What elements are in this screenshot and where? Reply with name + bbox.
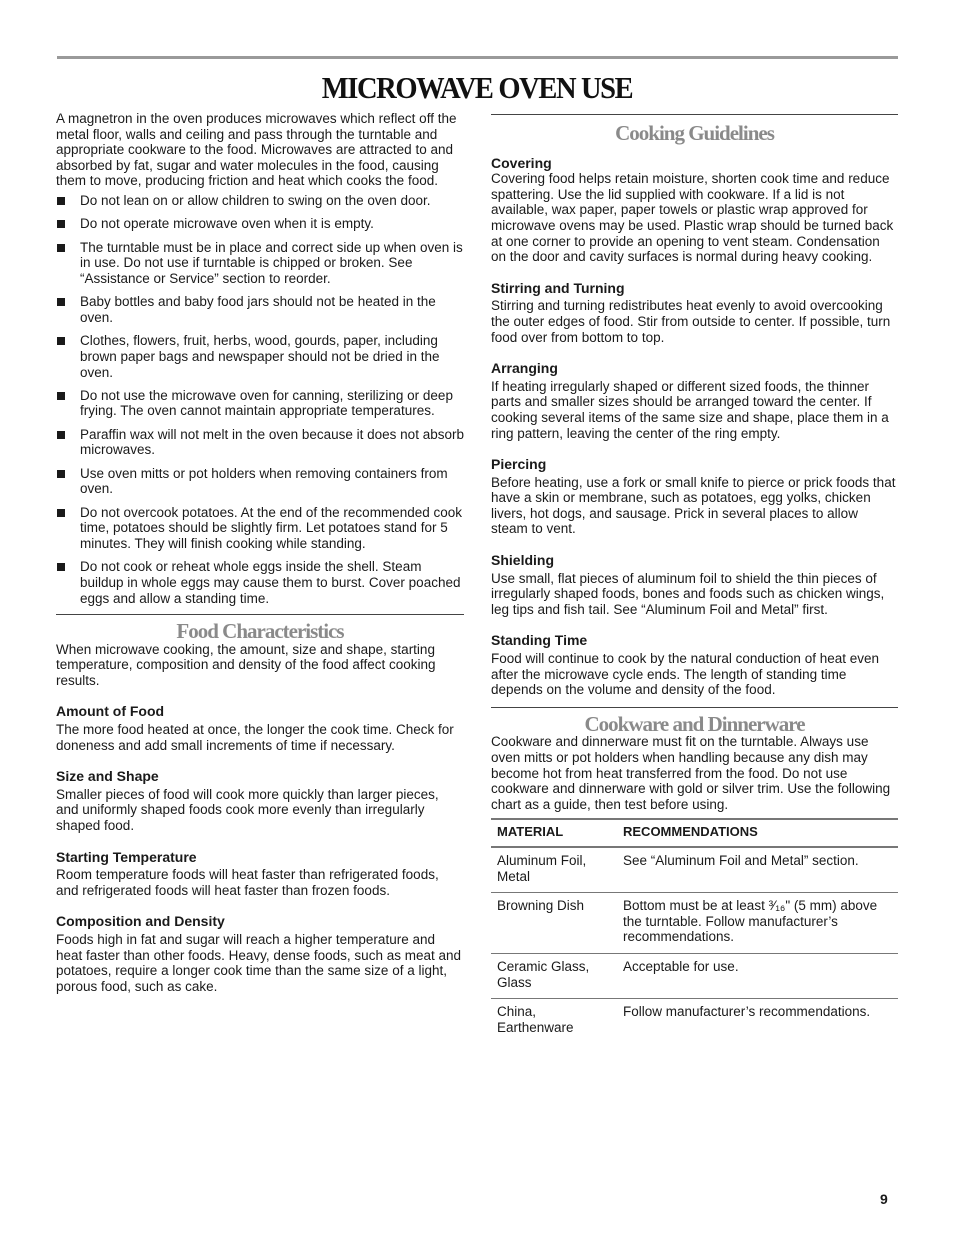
body-text: Covering food helps retain moisture, shorten cook time and reduce spattering. Use the lid supplied with cookware. If a lid is not available, wax paper, paper towels or plastic wrap approved for microwave ovens may be used. Plastic wrap should be turned back at one corner to provide an opening to vent steam. Condensation on the door and cavity surfaces is normal during heavy cooking.	[491, 171, 894, 265]
table-row	[491, 999, 898, 1044]
guideline-arranging	[491, 361, 898, 441]
top-rule	[57, 56, 898, 59]
subheading: Stirring and Turning	[491, 279, 625, 296]
table-row	[491, 953, 898, 998]
body-text: Stirring and turning redistributes heat evenly to avoid overcooking the outer edges of food. Stir from outside to center. If possible, turn food over from bottom to top.	[491, 298, 891, 345]
materials-table	[491, 818, 898, 1043]
subheading: Composition and Density	[56, 913, 225, 930]
cookware-intro: Cookware and dinnerware must fit on the turntable. Always use oven mitts or pot holders when handling because any dish may become hot from heat transferred from the food. Do not use cookware and dinnerware with gold or silver trim. Use the following chart as a guide, then test before using.	[491, 734, 891, 812]
list-item: Do not use the microwave oven for canning, sterilizing or deep frying. The oven cannot maintain appropriate temperatures.	[56, 388, 464, 419]
section-title-cooking-guidelines: Cooking Guidelines	[615, 121, 774, 145]
guideline-shielding	[491, 553, 898, 617]
food-item-amount	[56, 704, 464, 753]
table-header-row	[491, 819, 898, 847]
material-cell: Browning Dish	[491, 893, 617, 954]
section-divider	[491, 707, 898, 708]
body-text: Before heating, use a fork or small knife to pierce or prick foods that have a skin or membrane, such as potatoes, egg yolks, chicken livers, hot dogs, and sausage. Prick in several places to allow steam to vent.	[491, 474, 896, 537]
list-item: Do not lean on or allow children to swing on the oven door.	[56, 193, 464, 209]
body-text: If heating irregularly shaped or different sized foods, the thinner parts and smaller sizes should be arranged toward the center. If cooking several items of the same size and shape, place them in a ring pattern, leaving the center of the ring empty.	[491, 378, 889, 441]
subheading: Covering	[491, 154, 552, 171]
list-item: Do not overcook potatoes. At the end of the recommended cook time, potatoes should be slightly firm. Let potatoes stand for 5 minutes. They will finish cooking while standing.	[56, 505, 464, 552]
body-text: Use small, flat pieces of aluminum foil to shield the thin pieces of irregularly shaped foods, bones and foods such as chicken wings, leg tips and fish tail. See “Aluminum Foil and Metal” first.	[491, 570, 885, 617]
subheading: Arranging	[491, 360, 558, 377]
material-cell: Aluminum Foil, Metal	[491, 847, 617, 893]
recommendation-cell: Bottom must be at least ³⁄₁₆" (5 mm) above the turntable. Follow manufacturer’s recommendations.	[617, 893, 898, 954]
list-item: Baby bottles and baby food jars should not be heated in the oven.	[56, 294, 464, 325]
food-item-composition	[56, 914, 464, 994]
list-item: Do not operate microwave oven when it is empty.	[56, 216, 464, 232]
table-row	[491, 847, 898, 893]
table-row	[491, 893, 898, 954]
left-column	[56, 111, 464, 994]
recommendation-cell: Acceptable for use.	[617, 953, 898, 998]
material-cell: China, Earthenware	[497, 1004, 574, 1035]
body-text: Food will continue to cook by the natural conduction of heat even after the microwave cycle ends. The length of standing time depends on the volume and density of the food.	[491, 651, 879, 698]
list-item: Do not cook or reheat whole eggs inside the shell. Steam buildup in whole eggs may cause them to burst. Cover poached eggs and allow a standing time.	[56, 559, 464, 606]
section-divider	[491, 114, 898, 115]
section-title-food-characteristics: Food Characteristics	[176, 619, 344, 643]
body-text: Room temperature foods will heat faster than refrigerated foods, and refrigerated foods will heat faster than frozen foods.	[56, 867, 439, 898]
list-item: Paraffin wax will not melt in the oven because it does not absorb microwaves.	[56, 427, 464, 458]
body-text: The more food heated at once, the longer the cook time. Check for doneness and add small increments of time if necessary.	[56, 721, 454, 753]
safety-bullet-list	[56, 193, 464, 606]
subheading: Shielding	[491, 552, 554, 569]
column-header-material: MATERIAL	[491, 819, 617, 847]
guideline-stirring	[491, 281, 898, 345]
list-item: Use oven mitts or pot holders when removing containers from oven.	[56, 466, 464, 497]
material-cell: Ceramic Glass, Glass	[491, 953, 617, 998]
subheading: Size and Shape	[56, 768, 159, 785]
section-divider	[56, 614, 464, 615]
food-item-temperature	[56, 850, 464, 899]
list-item: Clothes, flowers, fruit, herbs, wood, gourds, paper, including brown paper bags and newspaper should not be dried in the oven.	[56, 333, 464, 380]
page-number: 9	[880, 1191, 888, 1207]
guideline-piercing	[491, 457, 898, 537]
guideline-standing-time	[491, 633, 898, 697]
page-title: MICROWAVE OVEN USE	[321, 70, 633, 105]
recommendation-cell: See “Aluminum Foil and Metal” section.	[617, 847, 898, 893]
subheading: Starting Temperature	[56, 848, 197, 865]
body-text: Smaller pieces of food will cook more quickly than larger pieces, and uniformly shaped foods cook more evenly than irregularly shaped food.	[56, 786, 439, 833]
subheading: Piercing	[491, 456, 547, 473]
body-text: Foods high in fat and sugar will reach a higher temperature and heat faster than other foods. Heavy, dense foods, such as meat and potatoes, require a longer cook time than the same size of a light, porous food, such as cake.	[56, 931, 461, 994]
list-item: The turntable must be in place and correct side up when oven is in use. Do not use if turntable is chipped or broken. See “Assistance or Service” section to reorder.	[56, 240, 464, 287]
column-header-recommendations: RECOMMENDATIONS	[617, 819, 898, 847]
guideline-covering	[491, 156, 898, 265]
intro-paragraph: A magnetron in the oven produces microwaves which reflect off the metal floor, walls and ceiling and pass through the turntable and appropriate cookware to the food. Microwaves are attracted to and absorbed by fat, sugar and water molecules in the food, causing them to move, producing friction and heat which cooks the food.	[56, 111, 457, 189]
subheading: Standing Time	[491, 632, 588, 649]
subheading: Amount of Food	[56, 703, 165, 720]
section-title-cookware: Cookware and Dinnerware	[584, 711, 805, 736]
food-item-size	[56, 769, 464, 833]
recommendation-cell: Follow manufacturer’s recommendations.	[623, 1004, 871, 1020]
food-characteristics-intro: When microwave cooking, the amount, size and shape, starting temperature, composition and density of the food affect cooking results.	[56, 641, 436, 688]
right-column	[491, 114, 898, 1043]
